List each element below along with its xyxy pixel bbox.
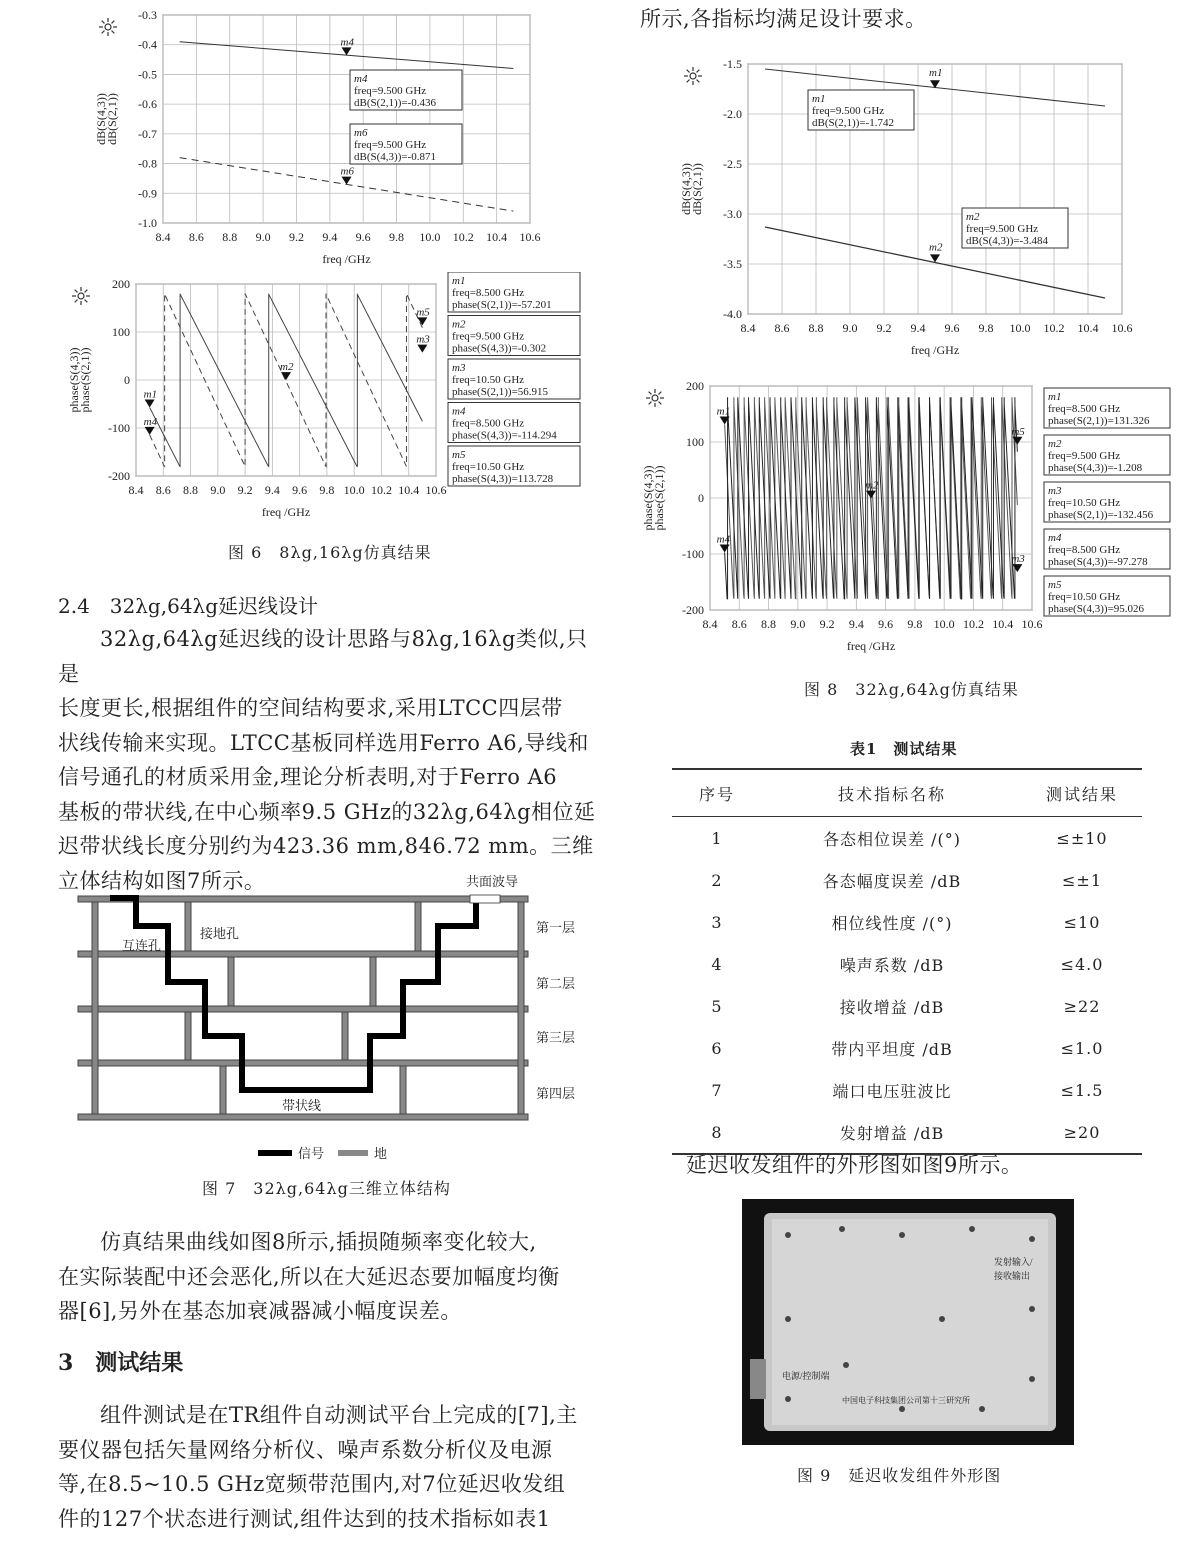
table-row xyxy=(672,901,1142,943)
marker-name: m2 xyxy=(1048,438,1062,450)
marker-freq: freq=8.500 GHz xyxy=(452,417,525,430)
photo-label-rx: 接收输出 xyxy=(994,1271,1031,1281)
marker-label: m2 xyxy=(865,479,879,492)
para-line: 基板的带状线,在中心频率9.5 GHz的32λg,64λg相位延 xyxy=(58,799,596,824)
y-tick-label: 0 xyxy=(124,373,130,387)
table-cell: ≤10 xyxy=(1063,912,1101,932)
marker-freq: freq=9.500 GHz xyxy=(1048,450,1121,462)
para-line: 32λg,64λg延迟线的设计思路与8λg,16λg类似,只是 xyxy=(58,627,588,686)
x-tick-label: 8.8 xyxy=(761,617,777,631)
marker-name: m3 xyxy=(452,362,466,374)
y-tick-label: 100 xyxy=(112,325,130,339)
table-cell: 1 xyxy=(711,828,723,848)
fig8-top-plot xyxy=(640,52,1180,372)
marker-name: m1 xyxy=(452,275,466,287)
table-cell: 8 xyxy=(672,1111,762,1154)
marker-name: m1 xyxy=(1048,391,1062,403)
x-tick-label: 10.4 xyxy=(992,617,1014,631)
table-cell: 端口电压驻波比 xyxy=(832,1081,952,1101)
marker-name: m3 xyxy=(1048,485,1062,497)
table-cell: ≤1.0 xyxy=(1060,1038,1104,1058)
x-tick-label: 9.8 xyxy=(978,321,994,335)
legend-ground: 地 xyxy=(374,1146,388,1161)
settings-sun-icon xyxy=(684,67,702,85)
label-ground-via: 接地孔 xyxy=(200,926,240,941)
table-cell: 发射增益 /dB xyxy=(762,1111,1022,1154)
x-tick-label: 10.0 xyxy=(1009,321,1031,335)
x-tick-label: 9.8 xyxy=(389,230,405,244)
table-cell: ≥20 xyxy=(1022,1111,1142,1154)
marker-label: m5 xyxy=(416,306,430,319)
para-line: 器[6],另外在基态加衰减器减小幅度误差。 xyxy=(58,1299,462,1323)
marker-label: m1 xyxy=(929,67,943,80)
table-row xyxy=(672,1027,1142,1069)
y-tick-label: -1.5 xyxy=(723,57,742,71)
marker-readout-box xyxy=(1044,482,1170,522)
y-tick-label: -0.6 xyxy=(138,97,157,112)
legend-signal-swatch xyxy=(258,1150,292,1156)
y-tick-label: -1.0 xyxy=(138,216,157,230)
x-tick-label: 10.4 xyxy=(398,483,420,497)
marker-freq: freq=9.500 GHz xyxy=(966,223,1039,235)
marker-value: phase(S(2,1))=131.326 xyxy=(1048,415,1150,427)
table-cell: 相位线性度 /(°) xyxy=(831,913,953,933)
fig8-caption: 图 8 32λg,64λg仿真结果 xyxy=(804,680,1019,699)
x-tick-label: 8.4 xyxy=(702,617,718,631)
marker-freq: freq=8.500 GHz xyxy=(452,287,525,299)
x-axis-label: freq /GHz xyxy=(910,343,960,357)
fig6-caption: 图 6 8λg,16λg仿真结果 xyxy=(228,543,432,562)
marker-freq: freq=9.500 GHz xyxy=(354,139,427,151)
x-tick-label: 8.6 xyxy=(731,617,747,631)
marker-value: phase(S(4,3))=-0.302 xyxy=(452,342,547,355)
x-tick-label: 9.0 xyxy=(842,321,858,335)
table-cell: 7 xyxy=(711,1080,723,1100)
fig7-caption: 图 7 32λg,64λg三维立体结构 xyxy=(202,1179,451,1198)
marker-value: dB(S(4,3))=-0.871 xyxy=(354,151,436,163)
marker-value: phase(S(4,3))=-114.294 xyxy=(452,429,557,442)
y-tick-label: -4.0 xyxy=(723,307,742,321)
marker-readout-box xyxy=(1044,388,1170,428)
marker-value: dB(S(2,1))=-0.436 xyxy=(354,97,436,109)
marker-name: m4 xyxy=(452,405,466,418)
x-tick-label: 10.6 xyxy=(425,483,447,497)
label-cpw: 共面波导 xyxy=(466,874,519,889)
x-tick-label: 9.0 xyxy=(255,230,271,244)
marker-name: m4 xyxy=(1048,532,1062,544)
y-tick-label: -0.7 xyxy=(138,126,157,141)
marker-value: dB(S(4,3))=-3.484 xyxy=(966,235,1048,247)
layer-label: 第一层 xyxy=(536,920,576,935)
x-tick-label: 9.6 xyxy=(944,321,960,335)
marker-value: phase(S(4,3))=-1.208 xyxy=(1048,462,1143,474)
marker-label: m4 xyxy=(340,36,354,49)
y-tick-label: -0.4 xyxy=(138,37,157,52)
table-cell: ≤±10 xyxy=(1056,828,1108,848)
x-tick-label: 10.2 xyxy=(370,483,392,497)
results-table xyxy=(672,768,1142,1155)
fig6-bottom-plot xyxy=(60,272,600,530)
y-tick-label: -3.5 xyxy=(723,257,742,271)
y-tick-label: -3.0 xyxy=(723,207,742,221)
table-cell: ≥22 xyxy=(1063,996,1101,1016)
x-tick-label: 9.2 xyxy=(876,321,892,335)
marker-freq: freq=8.500 GHz xyxy=(1048,544,1121,556)
marker-readout-box xyxy=(1044,435,1170,475)
x-axis-label: freq /GHz xyxy=(322,252,371,266)
marker-freq: freq=9.500 GHz xyxy=(452,330,525,343)
marker-value: phase(S(4,3))=113.728 xyxy=(452,473,554,485)
marker-freq: freq=9.500 GHz xyxy=(354,85,427,97)
col-header: 测试结果 xyxy=(1022,769,1142,817)
y-axis-label-b: phase(S(2,1)) xyxy=(652,465,666,531)
y-tick-label: -200 xyxy=(108,469,130,483)
layer-label: 第二层 xyxy=(536,976,576,991)
marker-label: m1 xyxy=(143,388,158,401)
para-line: 在实际装配中还会恶化,所以在大延迟态要加幅度均衡 xyxy=(58,1264,560,1289)
settings-sun-icon xyxy=(646,389,664,407)
table-cell: 2 xyxy=(711,870,723,890)
table-cell: 接收增益 /dB xyxy=(839,997,945,1017)
y-tick-label: -100 xyxy=(682,547,704,561)
marker-name: m5 xyxy=(452,449,466,461)
x-tick-label: 9.2 xyxy=(237,483,253,497)
table-cell: 4 xyxy=(711,954,723,974)
marker-name: m2 xyxy=(966,211,980,223)
x-tick-label: 9.4 xyxy=(322,230,338,244)
fig9-photo xyxy=(742,1199,1074,1445)
y-axis-label-a: phase(S(4,3)) xyxy=(67,347,81,413)
y-tick-label: 200 xyxy=(686,379,704,393)
marker-value: phase(S(4,3))=-97.278 xyxy=(1048,556,1148,568)
para-line: 仿真结果曲线如图8所示,插损随频率变化较大, xyxy=(100,1230,537,1254)
table-cell: ≤1.5 xyxy=(1060,1080,1104,1100)
y-axis-label-b: phase(S(2,1)) xyxy=(78,347,92,413)
x-tick-label: 8.4 xyxy=(128,483,144,497)
y-axis-label-b: dB(S(2,1)) xyxy=(105,93,119,145)
fig7-diagram xyxy=(70,870,590,1170)
marker-label: m4 xyxy=(716,533,731,546)
x-tick-label: 9.0 xyxy=(210,483,226,497)
table-cell: 各态幅度误差 /dB xyxy=(822,871,962,891)
legend-ground-swatch xyxy=(338,1150,368,1156)
y-tick-label: -0.9 xyxy=(138,186,157,201)
x-tick-label: 9.6 xyxy=(292,483,308,497)
right-after-table: 延迟收发组件的外形图如图9所示。 xyxy=(686,1153,1023,1177)
x-tick-label: 8.6 xyxy=(155,483,171,497)
marker-label: m2 xyxy=(929,241,943,254)
x-tick-label: 10.6 xyxy=(519,230,541,244)
marker-readout-box xyxy=(448,359,580,399)
y-tick-label: 100 xyxy=(686,435,704,449)
label-interconnect: 互连孔 xyxy=(122,938,162,953)
y-tick-label: 0 xyxy=(698,491,704,505)
settings-sun-icon xyxy=(99,18,117,36)
marker-value: phase(S(2,1))=-57.201 xyxy=(452,299,552,311)
x-tick-label: 10.6 xyxy=(1021,617,1043,631)
marker-label: m2 xyxy=(280,361,294,374)
table-cell: 带内平坦度 /dB xyxy=(831,1039,953,1059)
x-tick-label: 10.0 xyxy=(419,230,441,244)
marker-readout-box xyxy=(448,446,580,486)
y-tick-label: -2.5 xyxy=(723,157,742,171)
marker-label: m1 xyxy=(716,405,731,418)
photo-label-power: 电源/控制端 xyxy=(782,1371,830,1381)
fig9-caption: 图 9 延迟收发组件外形图 xyxy=(797,1466,1002,1485)
x-tick-label: 9.0 xyxy=(790,617,806,631)
x-axis-label: freq /GHz xyxy=(261,505,311,519)
table-cell: 5 xyxy=(711,996,723,1016)
photo-label-tx: 发射输入/ xyxy=(994,1257,1033,1267)
marker-label: m3 xyxy=(416,333,430,346)
marker-value: phase(S(4,3))=95.026 xyxy=(1048,603,1145,615)
marker-label: m6 xyxy=(340,165,354,178)
marker-readout-box xyxy=(350,124,462,164)
marker-freq: freq=10.50 GHz xyxy=(1048,591,1121,603)
para-line: 长度更长,根据组件的空间结构要求,采用LTCC四层带 xyxy=(58,696,563,720)
marker-readout-box xyxy=(1044,576,1170,616)
x-tick-label: 10.4 xyxy=(1077,321,1099,335)
marker-freq: freq=10.50 GHz xyxy=(452,461,525,473)
y-axis-label-a: dB(S(4,3)) xyxy=(679,163,693,215)
para-line: 要仪器包括矢量网络分析仪、噪声系数分析仪及电源 xyxy=(58,1437,553,1462)
marker-name: m2 xyxy=(452,318,466,331)
x-tick-label: 9.4 xyxy=(910,321,926,335)
y-tick-label: 200 xyxy=(112,277,130,291)
para-line: 状线传输来实现。LTCC基板同样选用Ferro A6,导线和 xyxy=(58,730,589,755)
legend-signal: 信号 xyxy=(298,1146,325,1161)
col-header: 序号 xyxy=(672,769,762,817)
x-tick-label: 9.8 xyxy=(907,617,923,631)
para-line: 迟带状线长度分别约为423.36 mm,846.72 mm。三维 xyxy=(58,834,594,858)
marker-readout-box xyxy=(448,272,580,312)
para-after-fig7 xyxy=(58,1225,603,1329)
col-header: 技术指标名称 xyxy=(762,769,1022,817)
layer-label: 第四层 xyxy=(536,1086,576,1101)
x-tick-label: 10.0 xyxy=(933,617,955,631)
table-row xyxy=(672,985,1142,1027)
fig6-top-plot xyxy=(60,5,610,270)
y-tick-label: -0.8 xyxy=(138,156,157,171)
marker-name: m4 xyxy=(354,73,368,85)
table-row xyxy=(672,817,1142,860)
table-cell: 6 xyxy=(711,1038,723,1058)
table-cell: 各态相位误差 /(°) xyxy=(823,829,961,849)
section-2-4-heading: 2.4 32λg,64λg延迟线设计 xyxy=(58,594,319,618)
y-tick-label: -200 xyxy=(682,603,704,617)
marker-label: m3 xyxy=(1011,553,1025,566)
x-tick-label: 8.8 xyxy=(183,483,199,497)
marker-name: m5 xyxy=(1048,579,1062,591)
table-row xyxy=(672,859,1142,901)
x-tick-label: 10.2 xyxy=(1043,321,1065,335)
x-tick-label: 9.4 xyxy=(848,617,864,631)
marker-readout-box xyxy=(1044,529,1170,569)
table-cell: ≤±1 xyxy=(1062,870,1102,890)
y-tick-label: -100 xyxy=(108,421,130,435)
table-row xyxy=(672,1069,1142,1111)
layer-label: 第三层 xyxy=(536,1030,576,1045)
x-tick-label: 9.8 xyxy=(319,483,335,497)
marker-value: phase(S(2,1))=56.915 xyxy=(452,386,549,398)
table-cell: ≤4.0 xyxy=(1060,954,1104,974)
table1-title: 表1 测试结果 xyxy=(850,740,958,758)
settings-sun-icon xyxy=(72,287,90,305)
marker-freq: freq=8.500 GHz xyxy=(1048,403,1121,415)
para-line: 等,在8.5~10.5 GHz宽频带范围内,对7位延迟收发组 xyxy=(58,1472,566,1496)
x-tick-label: 8.4 xyxy=(155,230,171,244)
table-row xyxy=(672,943,1142,985)
marker-value: phase(S(2,1))=-132.456 xyxy=(1048,509,1154,521)
marker-value: dB(S(2,1))=-1.742 xyxy=(812,117,894,129)
marker-readout-box xyxy=(962,208,1068,248)
marker-readout-box xyxy=(448,403,580,443)
x-tick-label: 8.8 xyxy=(222,230,238,244)
marker-readout-box xyxy=(350,70,462,110)
fig8-bottom-plot xyxy=(640,374,1180,664)
x-tick-label: 10.6 xyxy=(1111,321,1133,335)
y-axis-label-a: phase(S(4,3)) xyxy=(641,465,655,531)
marker-label: m4 xyxy=(143,415,158,428)
para-line: 件的127个状态进行测试,组件达到的技术指标如表1 xyxy=(58,1506,551,1531)
x-tick-label: 10.4 xyxy=(486,230,508,244)
x-tick-label: 9.4 xyxy=(264,483,280,497)
para-line: 组件测试是在TR组件自动测试平台上完成的[7],主 xyxy=(100,1403,578,1427)
section-3-heading: 3 测试结果 xyxy=(58,1350,184,1376)
x-tick-label: 9.2 xyxy=(288,230,304,244)
y-tick-label: -0.3 xyxy=(138,8,157,22)
marker-freq: freq=10.50 GHz xyxy=(452,374,525,386)
y-tick-label: -2.0 xyxy=(723,107,742,121)
marker-name: m6 xyxy=(354,127,368,139)
para-line: 立体结构如图7所示。 xyxy=(58,868,266,893)
marker-readout-box xyxy=(448,316,580,356)
x-tick-label: 8.6 xyxy=(774,321,790,335)
table-cell: 3 xyxy=(711,912,723,932)
table-header-row xyxy=(672,769,1142,817)
x-tick-label: 10.0 xyxy=(343,483,365,497)
right-top-text: 所示,各指标均满足设计要求。 xyxy=(640,7,927,31)
x-tick-label: 9.6 xyxy=(355,230,371,244)
marker-name: m1 xyxy=(812,93,826,105)
y-axis-label-a: dB(S(4,3)) xyxy=(94,93,108,145)
section-3-paragraph xyxy=(58,1398,603,1536)
x-tick-label: 10.2 xyxy=(452,230,474,244)
x-axis-label: freq /GHz xyxy=(846,639,896,653)
marker-readout-box xyxy=(808,90,914,130)
section-2-4-paragraph xyxy=(58,622,603,898)
x-tick-label: 8.6 xyxy=(188,230,204,244)
x-tick-label: 8.8 xyxy=(808,321,824,335)
y-axis-label-b: dB(S(2,1)) xyxy=(690,163,704,215)
x-tick-label: 9.2 xyxy=(819,617,835,631)
x-tick-label: 9.6 xyxy=(878,617,894,631)
marker-freq: freq=9.500 GHz xyxy=(812,105,885,117)
y-tick-label: -0.5 xyxy=(138,67,157,82)
marker-freq: freq=10.50 GHz xyxy=(1048,497,1121,509)
photo-label-company: 中国电子科技集团公司第十三研究所 xyxy=(842,1396,970,1405)
x-tick-label: 8.4 xyxy=(740,321,756,335)
x-tick-label: 10.2 xyxy=(962,617,984,631)
label-stripline: 带状线 xyxy=(282,1098,322,1113)
para-line: 信号通孔的材质采用金,理论分析表明,对于Ferro A6 xyxy=(58,765,558,789)
marker-label: m5 xyxy=(1011,425,1025,438)
table-cell: 噪声系数 /dB xyxy=(839,955,945,975)
